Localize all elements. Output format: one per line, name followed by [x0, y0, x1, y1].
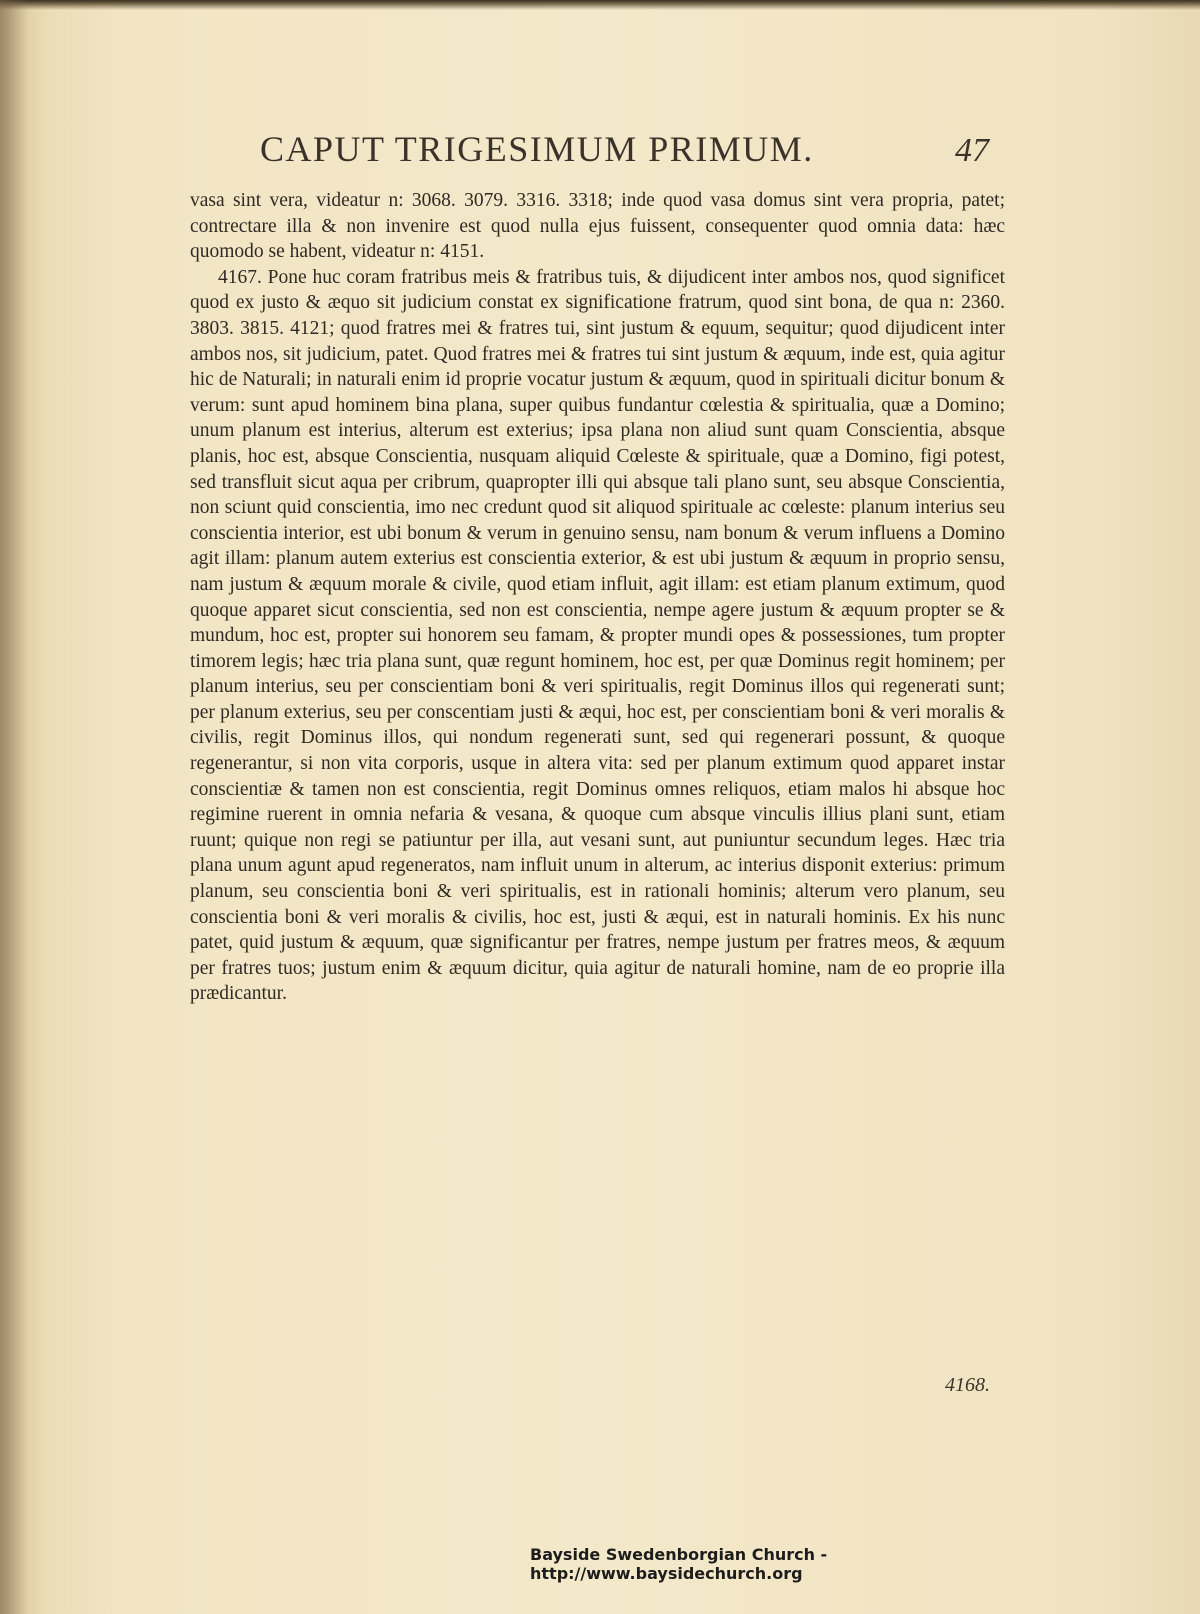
page-number: 47	[955, 132, 989, 169]
body-text	[190, 188, 1005, 1007]
paragraph-continued: vasa sint vera, videatur n: 3068. 3079. 3316. 3318; inde quod vasa domus sint vera propria, patet; contrectare illa & non invenire est quod nulla ejus fuissent, consequenter quod omnia data: hæc quomodo se habent, videatur n: 4151.	[190, 190, 1005, 263]
catchword: 4168.	[945, 1374, 990, 1396]
paragraph-4167: 4167. Pone huc coram fratribus meis & fratribus tuis, & dijudicent inter ambos nos, quod significet quod ex justo & æquo sit judicium constat ex significatione fratrum, quod sint bona, de qua n: 2360. 3803. 3815. 4121; quod fratres mei & fratres tui, sint justum & equum, sequitur; quod dijudicent inter ambos nos, sit judicium, patet. Quod fratres mei & fratres tui sint justum & æquum, inde est, quia agitur hic de Naturali; in naturali enim id proprie vocatur justum & æquum, quod in spirituali dicitur bonum & verum: sunt apud hominem bina plana, super quibus fundantur cœlestia & spiritualia, quæ a Domino; unum planum est interius, alterum est exterius; ipsa plana non aliud sunt quam Conscientia, absque planis, hoc est, absque Conscientia, nusquam aliquid Cœleste & spirituale, quæ a Domino, figi potest, sed transfluit sicut aqua per cribrum, quapropter illi qui absque tali plano sunt, seu absque Conscientia, non sciunt quid conscientia, imo nec credunt quod sit aliquod spirituale ac cœleste: planum interius seu conscientia interior, est ubi bonum & verum in genuino sensu, nam bonum & verum influens a Domino agit illam: planum autem exterius est conscientia exterior, & est ubi justum & æquum in proprio sensu, nam justum & æquum morale & civile, quod etiam influit, agit illam: est etiam planum extimum, quod quoque apparet sicut conscientia, sed non est conscientia, nempe agere justum & æquum propter se & mundum, hoc est, propter sui honorem seu famam, & propter mundi opes & possessiones, tum propter timorem legis; hæc tria plana sunt, quæ regunt hominem, hoc est, per quæ Dominus regit hominem; per planum interius, seu per conscientiam boni & veri spiritualis, regit Dominus illos qui regenerati sunt; per planum exterius, seu per conscentiam justi & æqui, hoc est, per conscientiam boni & veri moralis & civilis, regit Dominus illos, qui nondum regenerati sunt, sed qui regenerari possunt, & quoque regenerantur, si non vita corporis, usque in altera vita: sed per planum extimum quod apparet instar conscientiæ & tamen non est conscientia, regit Dominus omnes reliquos, etiam malos hi absque hoc regimine ruerent in omnia nefaria & vesana, & quoque cum absque vinculis illius plani sunt, etiam ruunt; quique non regi se patiuntur per illa, aut vesani sunt, aut puniuntur secundum leges. Hæc tria plana unum agunt apud regeneratos, nam influit unum in alterum, ac interius disponit exterius: primum planum, seu conscientia boni & veri spiritualis, est in rationali hominis; alterum vero planum, seu conscientia boni & veri moralis & civilis, hoc est, justi & æqui, est in naturali hominis. Ex his nunc patet, quid justum & æquum, quæ significantur per fratres, nempe justum per fratres meos, & æquum per fratres tuos; justum enim & æquum dicitur, quia agitur de naturali homine, nam de eo proprie illa prædicantur.	[190, 266, 1005, 1005]
spine-shadow	[0, 0, 28, 1614]
page-top-edge	[0, 0, 1200, 10]
source-watermark: Bayside Swedenborgian Church - http://www.baysidechurch.org	[530, 1545, 828, 1583]
running-head: CAPUT TRIGESIMUM PRIMUM.	[260, 129, 814, 169]
